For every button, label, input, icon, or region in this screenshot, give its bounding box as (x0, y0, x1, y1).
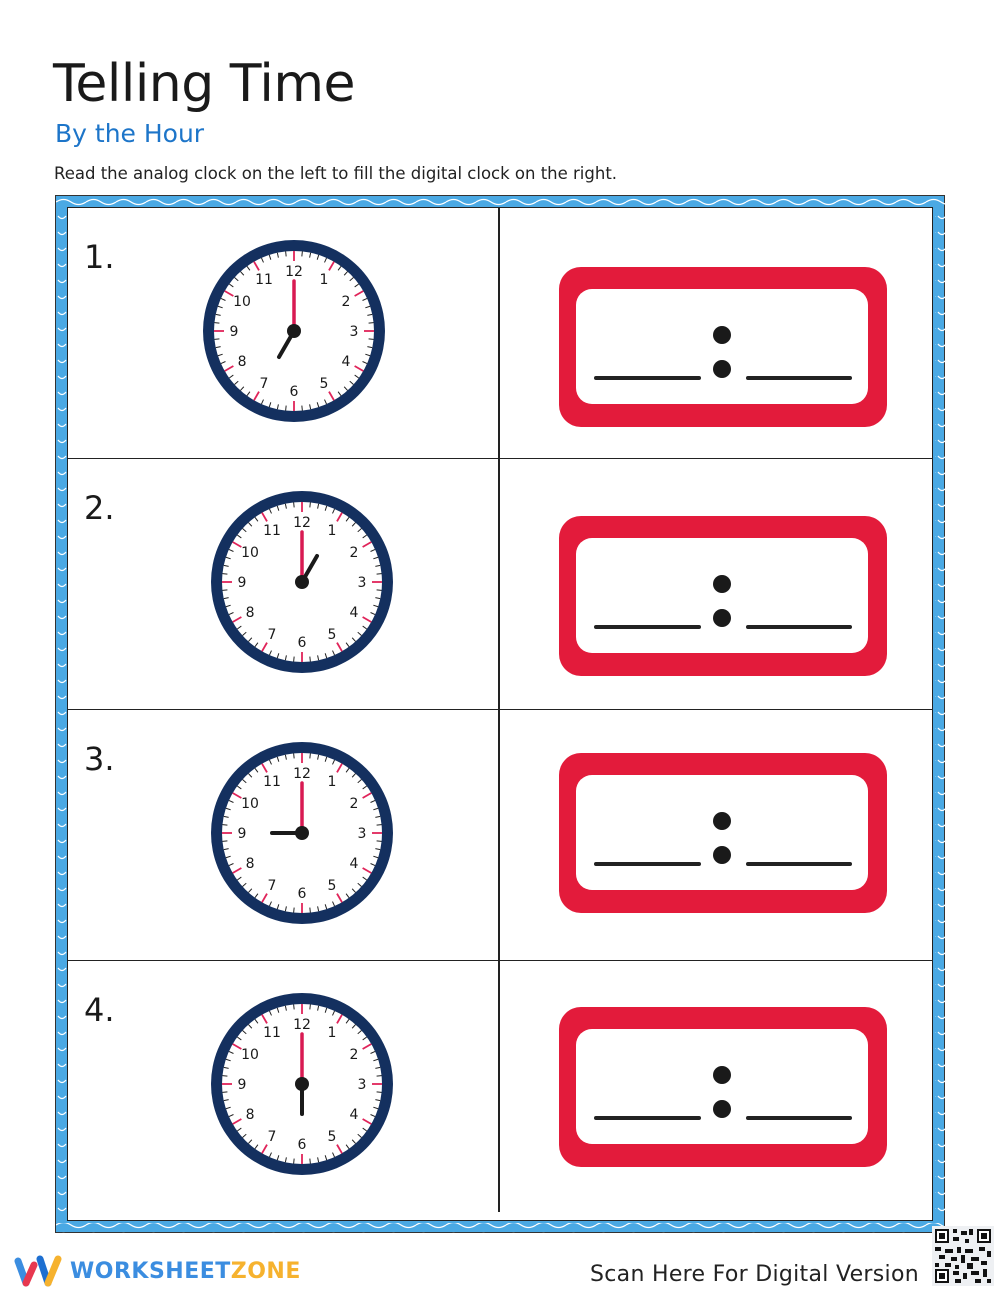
analog-clock-icon (209, 991, 395, 1177)
problem-number: 2. (84, 489, 115, 527)
colon-dot-top (713, 812, 731, 830)
digital-clock-answer-box (559, 1007, 887, 1167)
svg-text:11: 11 (255, 272, 273, 289)
svg-text:7: 7 (267, 877, 277, 894)
svg-text:5: 5 (327, 626, 337, 643)
svg-text:7: 7 (267, 1128, 277, 1145)
hour-answer-blank[interactable] (594, 376, 701, 380)
svg-text:9: 9 (237, 1077, 247, 1093)
problem-row-3 (68, 710, 932, 961)
svg-text:7: 7 (259, 375, 269, 392)
analog-clock-icon (209, 489, 395, 675)
minute-answer-blank[interactable] (746, 862, 852, 866)
svg-text:3: 3 (357, 826, 367, 842)
svg-text:4: 4 (341, 354, 351, 370)
svg-text:6: 6 (297, 1137, 307, 1153)
digital-clock-answer-box (559, 516, 887, 676)
svg-text:2: 2 (349, 1047, 359, 1063)
svg-text:12: 12 (285, 264, 303, 280)
digital-clock-answer-box (559, 753, 887, 913)
minute-answer-blank[interactable] (746, 376, 852, 380)
svg-text:8: 8 (245, 605, 255, 621)
problem-number: 4. (84, 991, 115, 1029)
problem-row-1 (68, 208, 932, 459)
colon-dot-bottom (713, 846, 731, 864)
svg-text:10: 10 (233, 294, 251, 310)
problem-row-4 (68, 961, 932, 1212)
svg-text:4: 4 (349, 856, 359, 872)
svg-text:3: 3 (349, 324, 359, 340)
svg-text:1: 1 (327, 523, 337, 540)
svg-text:5: 5 (319, 375, 329, 392)
svg-text:5: 5 (327, 877, 337, 894)
svg-text:12: 12 (293, 515, 311, 531)
svg-text:10: 10 (241, 1047, 259, 1063)
svg-text:4: 4 (349, 605, 359, 621)
svg-text:6: 6 (289, 384, 299, 400)
colon-dot-top (713, 326, 731, 344)
svg-text:10: 10 (241, 796, 259, 812)
digital-clock-display (576, 538, 868, 653)
qr-code[interactable] (932, 1226, 994, 1286)
svg-text:2: 2 (349, 796, 359, 812)
hour-answer-blank[interactable] (594, 625, 701, 629)
svg-text:9: 9 (237, 826, 247, 842)
problem-number: 1. (84, 238, 115, 276)
svg-text:2: 2 (349, 545, 359, 561)
svg-text:3: 3 (357, 1077, 367, 1093)
digital-clock-display (576, 289, 868, 404)
svg-text:6: 6 (297, 635, 307, 651)
svg-text:7: 7 (267, 626, 277, 643)
svg-text:1: 1 (327, 1025, 337, 1042)
svg-text:2: 2 (341, 294, 351, 310)
qr-code-icon (935, 1229, 991, 1283)
column-divider (498, 208, 500, 458)
minute-answer-blank[interactable] (746, 625, 852, 629)
analog-clock-icon (201, 238, 387, 424)
svg-text:8: 8 (245, 856, 255, 872)
svg-text:9: 9 (237, 575, 247, 591)
logo-text: WORKSHEETZONE (70, 1258, 301, 1284)
digital-clock-display (576, 775, 868, 890)
problem-row-2 (68, 459, 932, 710)
svg-text:8: 8 (245, 1107, 255, 1123)
logo-w-icon (10, 1251, 70, 1291)
colon-dot-top (713, 1066, 731, 1084)
svg-text:12: 12 (293, 1017, 311, 1033)
column-divider (498, 961, 500, 1212)
analog-clock-icon (209, 740, 395, 926)
svg-text:11: 11 (263, 523, 281, 540)
scan-instruction: Scan Here For Digital Version (590, 1262, 919, 1287)
colon-dot-bottom (713, 609, 731, 627)
problem-number: 3. (84, 740, 115, 778)
digital-clock-display (576, 1029, 868, 1144)
hour-answer-blank[interactable] (594, 862, 701, 866)
svg-text:11: 11 (263, 774, 281, 791)
svg-text:5: 5 (327, 1128, 337, 1145)
page-title: Telling Time (53, 54, 356, 114)
svg-text:8: 8 (237, 354, 247, 370)
column-divider (498, 459, 500, 709)
page-subtitle: By the Hour (55, 119, 205, 148)
digital-clock-answer-box (559, 267, 887, 427)
svg-text:10: 10 (241, 545, 259, 561)
svg-text:1: 1 (327, 774, 337, 791)
svg-text:3: 3 (357, 575, 367, 591)
colon-dot-top (713, 575, 731, 593)
worksheet-frame (55, 195, 945, 1233)
svg-text:6: 6 (297, 886, 307, 902)
column-divider (498, 710, 500, 960)
colon-dot-bottom (713, 1100, 731, 1118)
svg-text:1: 1 (319, 272, 329, 289)
svg-text:4: 4 (349, 1107, 359, 1123)
worksheet-grid (67, 207, 933, 1221)
worksheetzone-logo[interactable] (10, 1249, 301, 1293)
colon-dot-bottom (713, 360, 731, 378)
svg-text:9: 9 (229, 324, 239, 340)
svg-text:11: 11 (263, 1025, 281, 1042)
svg-text:12: 12 (293, 766, 311, 782)
minute-answer-blank[interactable] (746, 1116, 852, 1120)
hour-answer-blank[interactable] (594, 1116, 701, 1120)
instructions: Read the analog clock on the left to fill the digital clock on the right. (54, 164, 618, 183)
